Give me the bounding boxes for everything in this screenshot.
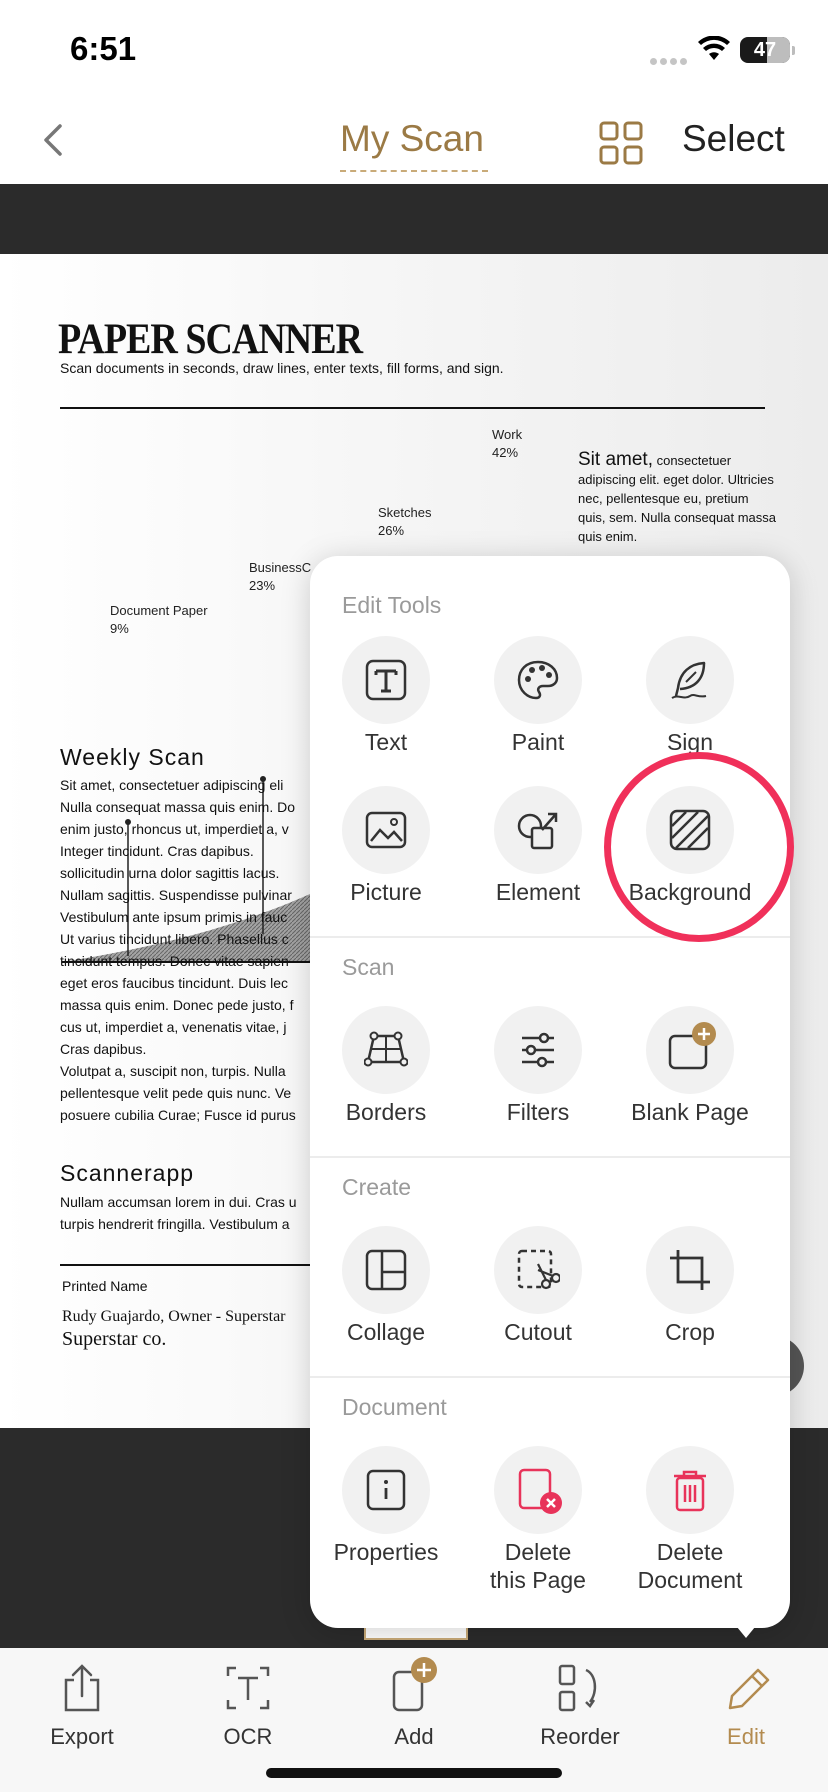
collage-icon (364, 1248, 408, 1292)
doc-title: PAPER SCANNER (58, 315, 363, 364)
section-title-scan: Scan (342, 954, 395, 980)
tool-label: Delete this Page (490, 1539, 586, 1593)
export-label: Export (50, 1724, 114, 1749)
section-title-create: Create (342, 1174, 412, 1200)
tool-text-button[interactable] (310, 636, 462, 766)
borders-icon (364, 1028, 408, 1072)
back-chevron-icon[interactable] (34, 120, 74, 160)
doc-divider-2 (60, 1264, 320, 1266)
tool-label: Background (628, 879, 752, 905)
tool-delete-document-button[interactable] (614, 1446, 766, 1593)
section-title-edit-tools: Edit Tools (342, 592, 442, 618)
sliders-icon (516, 1028, 560, 1072)
reorder-icon (556, 1662, 604, 1714)
doc-scanner-paragraph: Nullam accumsan lorem in dui. Cras u turpis hendrerit fringilla. Vestibulum a (60, 1194, 297, 1232)
tool-label: Text (364, 729, 408, 755)
ocr-icon (224, 1662, 272, 1714)
feather-icon (668, 658, 712, 702)
grid-view-icon[interactable] (598, 120, 644, 166)
battery-icon (740, 37, 790, 63)
tool-paint-button[interactable] (462, 636, 614, 766)
reorder-label: Reorder (540, 1724, 620, 1749)
tool-picture-button[interactable] (310, 786, 462, 916)
doc-side-paragraph: Sit amet, consectetuer adipiscing elit. eget dolor. Ultricies nec, pellentesque eu, pretium quis, sem. Nulla consequat massa quis enim. (578, 449, 776, 544)
shapes-icon (516, 808, 560, 852)
nav-bar (0, 100, 828, 184)
tool-element-button[interactable] (462, 786, 614, 916)
section-title-document: Document (342, 1394, 447, 1420)
status-bar (0, 0, 828, 100)
tool-label: Crop (665, 1319, 715, 1345)
viewer-background (0, 184, 828, 254)
tool-properties-button[interactable] (310, 1446, 462, 1576)
ocr-button[interactable] (178, 1662, 318, 1772)
tool-crop-button[interactable] (614, 1226, 766, 1356)
chart-label-work: Work 42% (492, 427, 523, 460)
signature-company: Superstar co. (62, 1328, 167, 1350)
edit-tools-menu (310, 556, 790, 1628)
share-icon (58, 1662, 106, 1714)
doc-heading-scannerapp: Scannerapp (60, 1160, 195, 1186)
tool-label: Borders (345, 1099, 427, 1125)
tool-label: Filters (506, 1099, 570, 1125)
select-button[interactable]: Select (682, 118, 785, 159)
tool-label: Cutout (504, 1319, 572, 1345)
tool-label: Picture (350, 879, 422, 905)
battery-level: 47 (753, 39, 777, 61)
pencil-icon (722, 1662, 770, 1714)
reorder-button[interactable] (510, 1662, 650, 1772)
tool-collage-button[interactable] (310, 1226, 462, 1356)
tool-label: Blank Page (631, 1099, 749, 1125)
tool-label: Sign (666, 729, 714, 755)
scissors-icon (516, 1248, 560, 1292)
tool-delete-page-button[interactable] (462, 1446, 614, 1593)
tool-borders-button[interactable] (310, 1006, 462, 1136)
doc-weekly-paragraph: Sit amet, consectetuer adipiscing eli Nulla consequat massa quis enim. Do enim justo, rhoncus ut, imperdiet a, v Integer tincidunt. Cras dapibus. sollicitudin urna dolor sagittis lacus. Nullam sagittis. Suspendisse pulvinar Vestibulum ante ipsum primis in fauc Ut varius tincidunt libero. Phasellus c tincidunt tempus. Donec vitae sapien eget eros faucibus tincidunt. Duis lec massa quis enim. Donec pede justo, f cus ut, imperdiet a, venenatis vitae, j Cras dapibus. Volutpat a, suscipit non, turpis. Nulla pellentesque velit pede quis nunc. Ve posuere cubilia Curae; Fusce id purus (60, 777, 296, 1123)
tool-label: Properties (333, 1539, 439, 1565)
tool-label: Element (495, 879, 581, 905)
title-dashed-underline (340, 170, 488, 172)
tool-label: Delete Document (637, 1539, 743, 1593)
signature-name: Rudy Guajardo, Owner - Superstar (62, 1308, 286, 1325)
menu-pointer (728, 1616, 764, 1638)
chart-label-document-paper: Document Paper 9% (110, 603, 208, 636)
ocr-label: OCR (223, 1724, 273, 1749)
tool-label: Collage (347, 1319, 425, 1345)
doc-heading-weekly: Weekly Scan (60, 744, 205, 770)
add-button[interactable] (344, 1662, 484, 1772)
wifi-icon (697, 36, 731, 62)
delete-page-icon (516, 1468, 560, 1512)
tool-filters-button[interactable] (462, 1006, 614, 1136)
edit-label: Edit (727, 1724, 765, 1749)
tool-sign-button[interactable] (614, 636, 766, 766)
edit-button[interactable] (676, 1662, 816, 1772)
home-indicator (266, 1768, 562, 1778)
text-icon (364, 658, 408, 702)
cellular-signal-icon (650, 52, 690, 70)
palette-icon (516, 658, 560, 702)
background-highlight-ring (604, 752, 794, 942)
add-page-icon (390, 1662, 438, 1714)
crop-icon (668, 1248, 712, 1292)
doc-subtitle: Scan documents in seconds, draw lines, enter texts, fill forms, and sign. (60, 360, 504, 376)
export-button[interactable] (12, 1662, 152, 1772)
page-title[interactable]: My Scan (340, 118, 484, 159)
tool-label: Paint (511, 729, 565, 755)
blank-page-icon (668, 1028, 712, 1072)
tool-blank-page-button[interactable] (614, 1006, 766, 1136)
info-icon (364, 1468, 408, 1512)
tool-cutout-button[interactable] (462, 1226, 614, 1356)
printed-name-label: Printed Name (62, 1278, 148, 1294)
chart-label-sketches: Sketches 26% (378, 505, 432, 538)
trash-icon (668, 1468, 712, 1512)
image-icon (364, 808, 408, 852)
add-label: Add (394, 1724, 434, 1749)
chart-label-business: BusinessC 23% (249, 560, 312, 593)
doc-divider (60, 407, 765, 409)
status-time: 6:51 (70, 30, 137, 67)
